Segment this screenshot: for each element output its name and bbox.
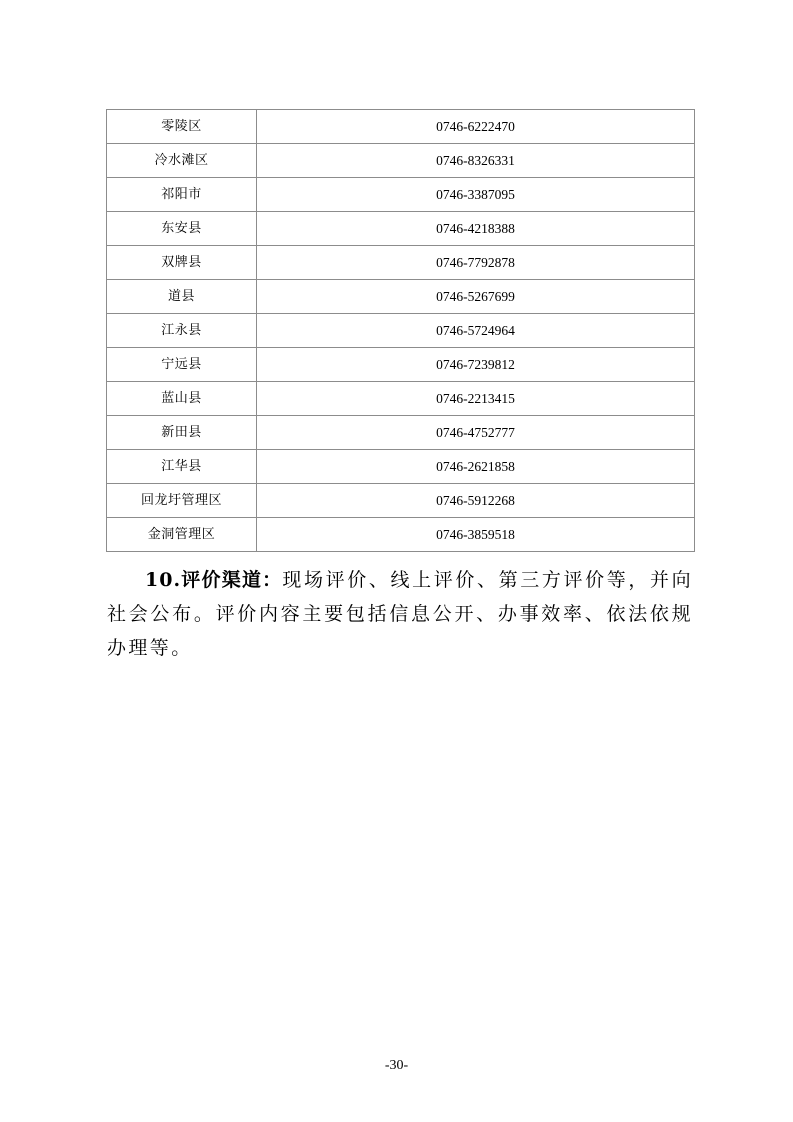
table-row (107, 416, 695, 450)
page-number: -30- (384, 1058, 409, 1073)
region-cell: 冷水滩区 (107, 144, 257, 178)
phone-cell: 0746-4218388 (257, 212, 695, 246)
evaluation-channel-paragraph (107, 563, 693, 665)
table-row (107, 280, 695, 314)
phone-cell: 0746-5724964 (257, 314, 695, 348)
phone-cell: 0746-3387095 (257, 178, 695, 212)
table-row (107, 484, 695, 518)
phone-cell: 0746-8326331 (257, 144, 695, 178)
phone-cell: 0746-5912268 (257, 484, 695, 518)
region-cell: 新田县 (107, 416, 257, 450)
section-heading: 10.评价渠道： (145, 569, 283, 591)
region-cell: 东安县 (107, 212, 257, 246)
table-row (107, 144, 695, 178)
section-body: 现场评价、线上评价、第三方评价等，并向社会公布。评价内容主要包括信息公开、办事效率、依法依规办理等。 (107, 569, 693, 659)
phone-cell: 0746-5267699 (257, 280, 695, 314)
table-row (107, 178, 695, 212)
phone-cell: 0746-2621858 (257, 450, 695, 484)
phone-cell: 0746-6222470 (257, 110, 695, 144)
region-cell: 回龙圩管理区 (107, 484, 257, 518)
table-row (107, 212, 695, 246)
phone-cell: 0746-2213415 (257, 382, 695, 416)
region-cell: 双牌县 (107, 246, 257, 280)
phone-cell: 0746-7792878 (257, 246, 695, 280)
region-cell: 江永县 (107, 314, 257, 348)
region-cell: 宁远县 (107, 348, 257, 382)
table-row (107, 450, 695, 484)
table-row (107, 110, 695, 144)
contact-table (106, 109, 695, 552)
region-cell: 零陵区 (107, 110, 257, 144)
table-row (107, 518, 695, 552)
region-cell: 江华县 (107, 450, 257, 484)
phone-cell: 0746-7239812 (257, 348, 695, 382)
region-cell: 蓝山县 (107, 382, 257, 416)
region-cell: 祁阳市 (107, 178, 257, 212)
table-row (107, 246, 695, 280)
table-row (107, 348, 695, 382)
table-row (107, 314, 695, 348)
region-cell: 道县 (107, 280, 257, 314)
phone-cell: 0746-4752777 (257, 416, 695, 450)
phone-cell: 0746-3859518 (257, 518, 695, 552)
contact-table-body (107, 110, 695, 552)
table-row (107, 382, 695, 416)
region-cell: 金洞管理区 (107, 518, 257, 552)
